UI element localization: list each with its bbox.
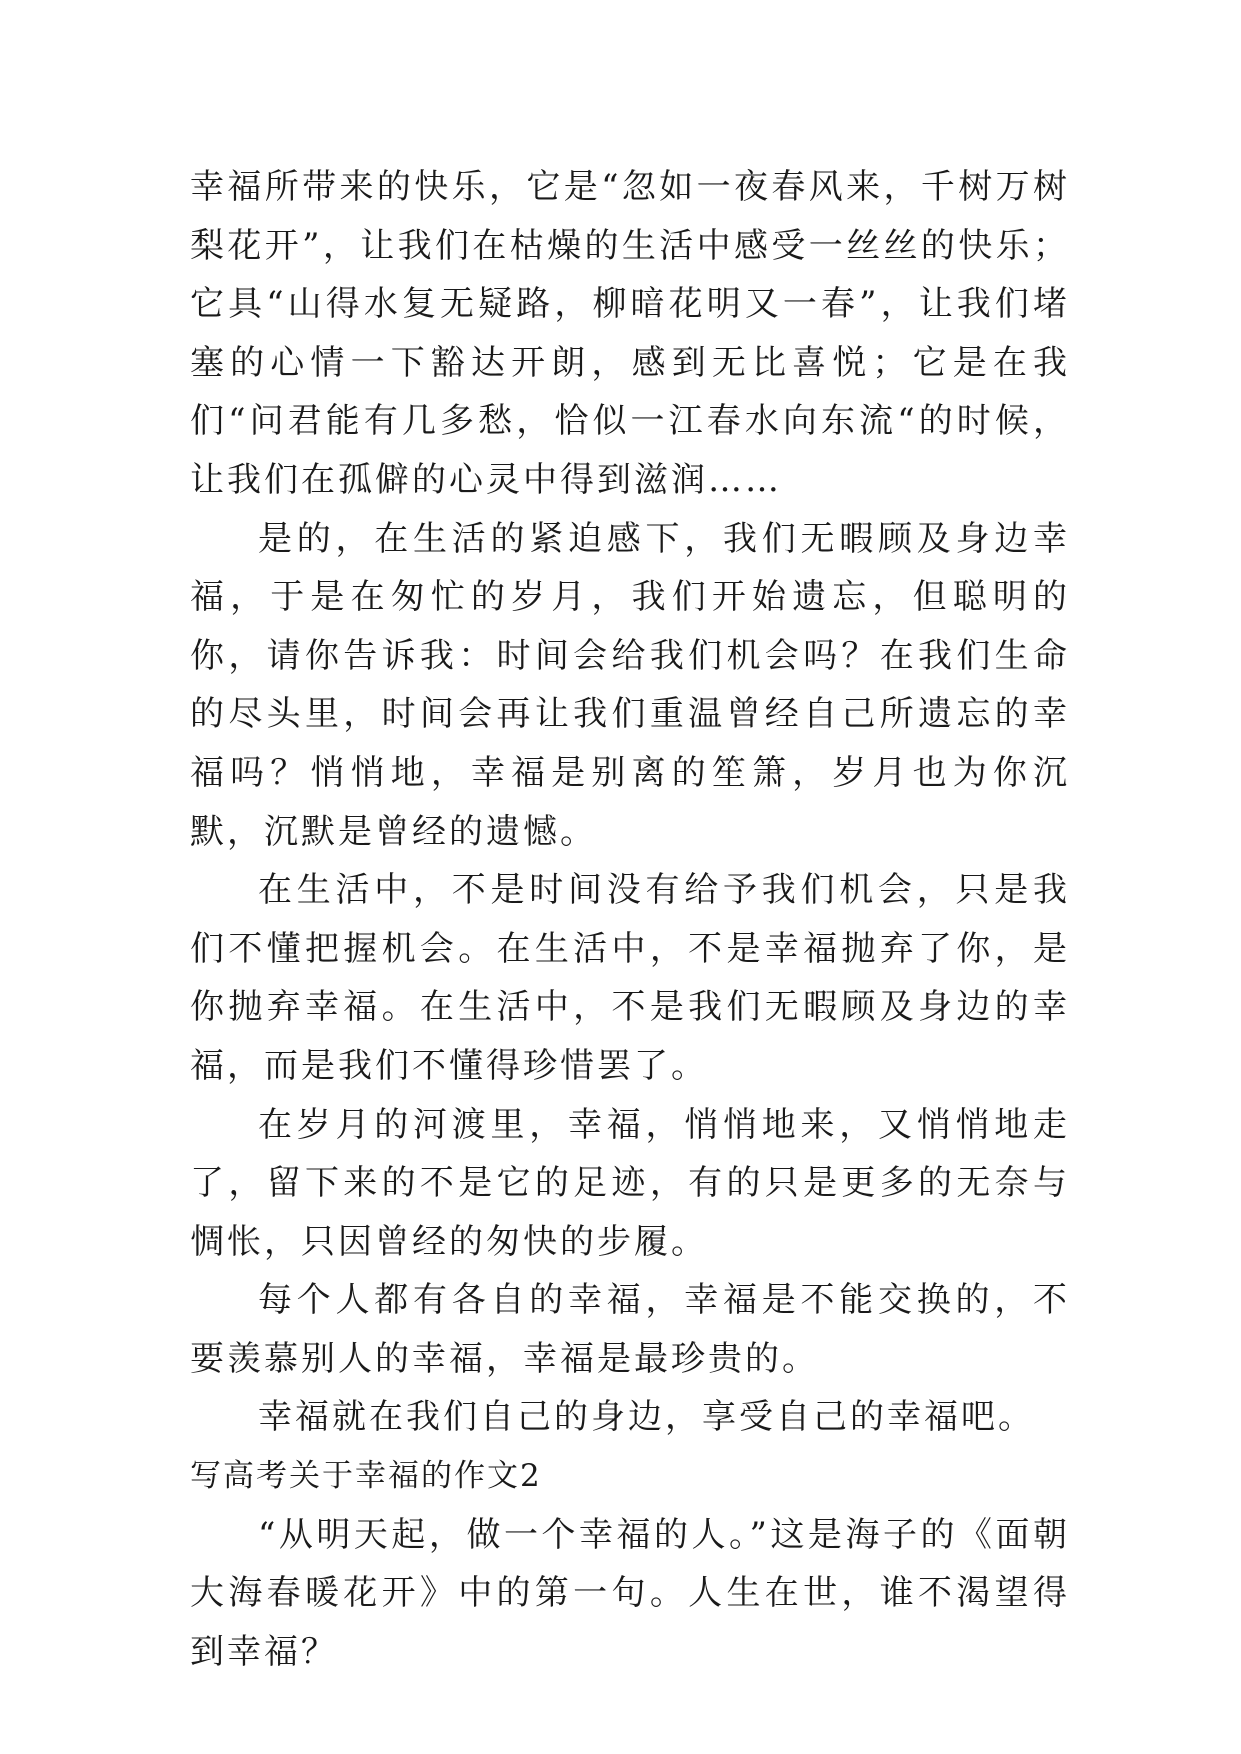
section-heading: 写高考关于幸福的作文2 [190, 1458, 542, 1495]
paragraph: 幸福所带来的快乐，它是“忽如一夜春风来，千树万树梨花开”，让我们在枯燥的生活中感受一丝丝的快乐；它具“山得水复无疑路，柳暗花明又一春”，让我们堵塞的心情一下豁达开朗，感到无比喜悦；它是在我们“问君能有几多愁，恰似一江春水向东流“的时候，让我们在孤僻的心灵中得到滋润…… [190, 167, 1070, 500]
paragraph: 在生活中，不是时间没有给予我们机会，只是我们不懂把握机会。在生活中，不是幸福抛弃了你，是你抛弃幸福。在生活中，不是我们无暇顾及身边的幸福，而是我们不懂得珍惜罢了。 [190, 870, 1070, 1086]
paragraph: “从明天起，做一个幸福的人。”这是海子的《面朝大海春暖花开》中的第一句。人生在世，谁不渴望得到幸福？ [190, 1514, 1070, 1672]
paragraph: 幸福就在我们自己的身边，享受自己的幸福吧。 [258, 1397, 1035, 1438]
paragraph: 是的，在生活的紧迫感下，我们无暇顾及身边幸福，于是在匆忙的岁月，我们开始遗忘，但聪明的你，请你告诉我：时间会给我们机会吗？在我们生命的尽头里，时间会再让我们重温曾经自己所遗忘的幸福吗？悄悄地，幸福是别离的笙箫，岁月也为你沉默，沉默是曾经的遗憾。 [190, 518, 1070, 852]
document-body [190, 158, 1070, 1681]
paragraph: 在岁月的河渡里，幸福，悄悄地来，又悄悄地走了，留下来的不是它的足迹，有的只是更多的无奈与惆怅，只因曾经的匆快的步履。 [190, 1104, 1070, 1262]
paragraph: 每个人都有各自的幸福，幸福是不能交换的，不要羡慕别人的幸福，幸福是最珍贵的。 [190, 1280, 1070, 1379]
